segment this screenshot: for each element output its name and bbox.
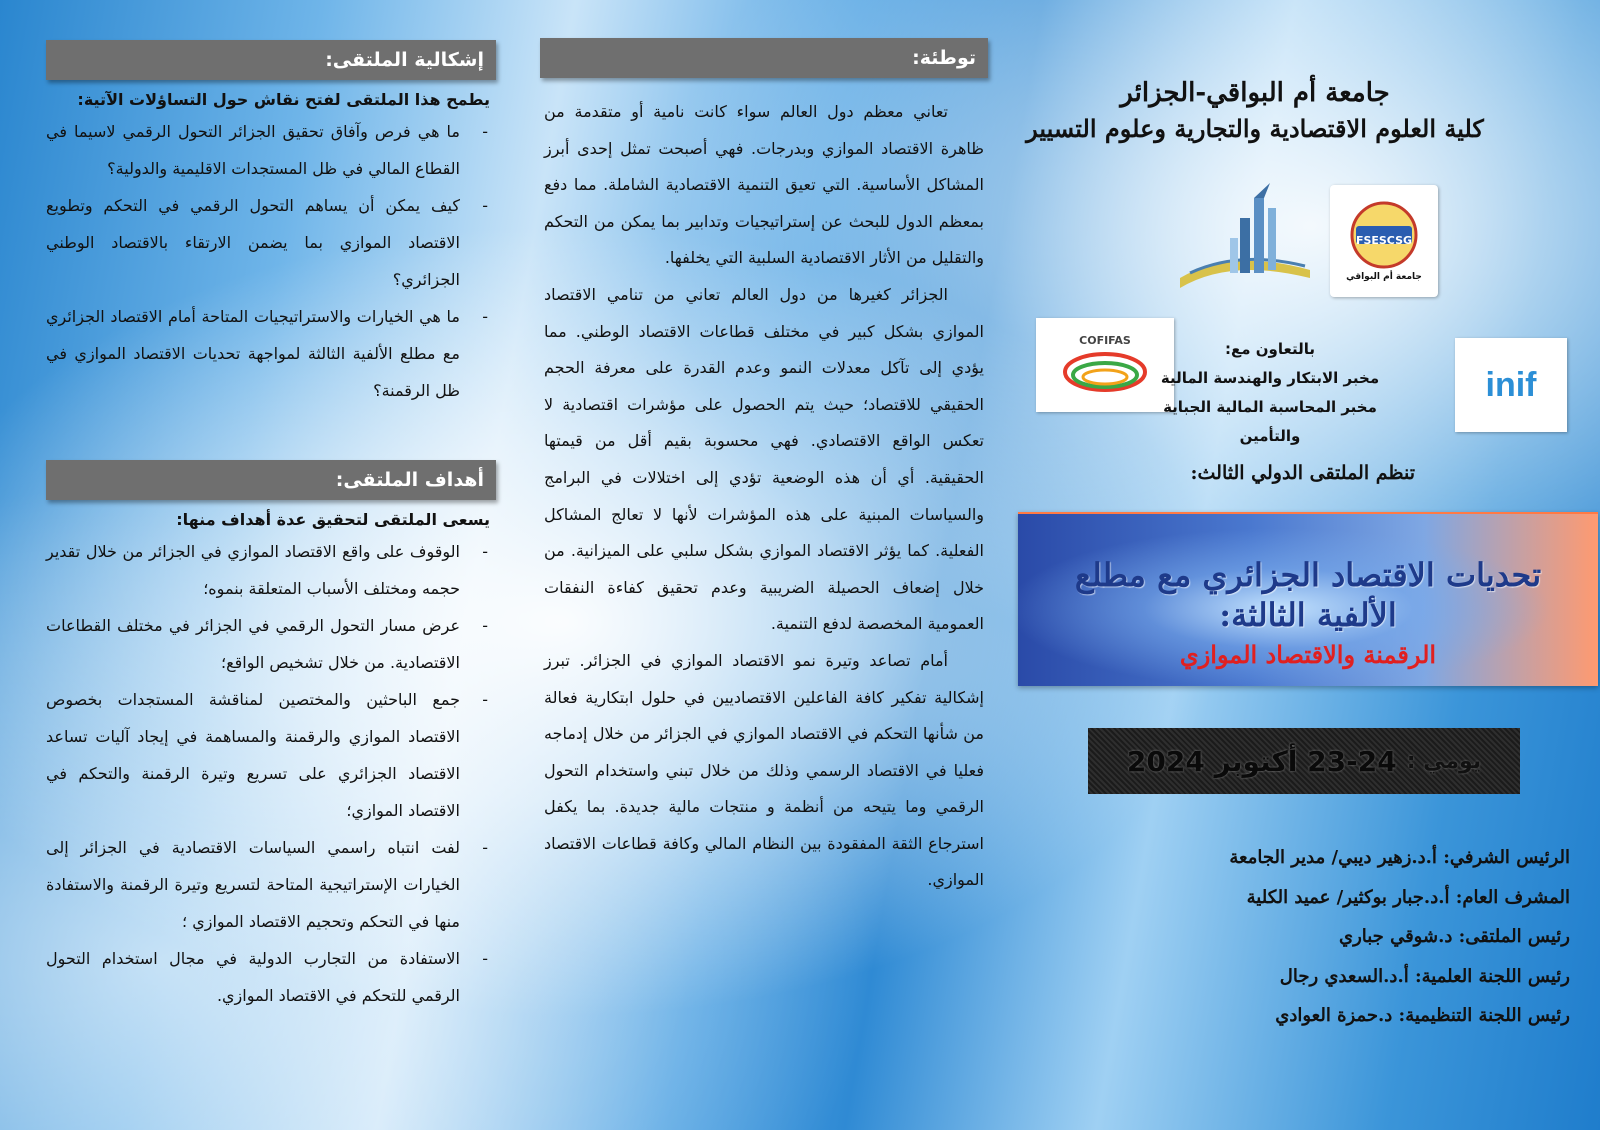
goal-item: - جمع الباحثين والمختصين لمناقشة المستجدات بخصوص الاقتصاد الموازي والرقمنة والمساهمة في إيجاد آليات تساعد الاقتصاد الجزائري على تسريع وتيرة الرقمنة والتحكم في الاقتصاد الموازي؛ bbox=[46, 681, 496, 829]
conference-subtitle: الرقمنة والاقتصاد الموازي bbox=[1179, 640, 1437, 669]
conference-title-banner bbox=[1018, 512, 1598, 686]
role-line: رئيس اللجنة العلمية: أ.د.السعدي رجال bbox=[1279, 965, 1570, 987]
role-line: رئيس اللجنة التنظيمية: د.حمزة العوادي bbox=[1275, 1005, 1570, 1026]
role-line: المشرف العام: أ.د.جبار بوكثير/ عميد الكلية bbox=[1246, 886, 1570, 908]
conference-date bbox=[1088, 728, 1520, 794]
university-header bbox=[995, 78, 1515, 143]
role-line: الرئيس الشرفي: أ.د.زهير ديبي/ مدير الجامعة bbox=[1229, 847, 1570, 868]
faculty-logo-text: FSESCSG bbox=[1355, 234, 1413, 247]
goals-header: أهداف الملتقى: bbox=[46, 460, 496, 500]
intro-paragraph: أمام تصاعد وتيرة نمو الاقتصاد الموازي في الجزائر. تبرز إشكالية تفكير كافة الفاعلين الاقتصاديين في حلول ابتكارية فعالة من شأنها التحكم في الاقتصاد الموازي في الجزائر من خلال إدماجه فعليا في الاقتصاد الرسمي وذلك من خلال تبني واستخدام التحول الرقمي وما يتيحه من أنظمة و منتجات مالية جديدة. بما يكفل استرجاع الثقة المفقودة بين النظام المالي وكافة قطاعات الاقتصاد الموازي. bbox=[544, 650, 984, 890]
problem-questions bbox=[46, 113, 496, 409]
university-logo-icon bbox=[1170, 178, 1320, 298]
question-item: - ما هي الخيارات والاستراتيجيات المتاحة أمام الاقتصاد الجزائري مع مطلع الألفية الثالثة لمواجهة تحديات الاقتصاد الموازي في ظل الرقمنة؟ bbox=[46, 298, 496, 409]
university-name: جامعة أم البواقي-الجزائر bbox=[1120, 78, 1390, 108]
committee-roles bbox=[1050, 838, 1570, 1036]
problem-section bbox=[46, 40, 496, 409]
intro-section bbox=[540, 38, 988, 899]
faculty-logo bbox=[1330, 185, 1438, 297]
goal-item: - لفت انتباه راسمي السياسات الاقتصادية في الجزائر إلى الخيارات الإستراتيجية المتاحة لتسريع وتيرة الرقمنة والاستفادة منها في التحكم وتحجيم الاقتصاد الموازي ؛ bbox=[46, 829, 496, 940]
goal-item: - الوقوف على واقع الاقتصاد الموازي في الجزائر من خلال تقدير حجمه ومختلف الأسباب المتعلقة بنموه؛ bbox=[46, 533, 496, 607]
intro-header: توطئة: bbox=[540, 38, 988, 78]
cofifas-swirl-icon bbox=[1060, 347, 1150, 397]
goal-item: - الاستفادة من التجارب الدولية في مجال استخدام التحول الرقمي للتحكم في الاقتصاد الموازي. bbox=[46, 940, 496, 1014]
date-prefix: يومي : bbox=[1406, 748, 1482, 774]
cofifas-logo-text: COFIFAS bbox=[1079, 333, 1131, 347]
collab-lab-2: مخبر المحاسبة المالية الجباية والتأمين bbox=[1163, 398, 1377, 445]
goal-item: - عرض مسار التحول الرقمي في الجزائر في مختلف القطاعات الاقتصادية. من خلال تشخيص الواقع؛ bbox=[46, 607, 496, 681]
goals-intro: يسعى الملتقى لتحقيق عدة أهداف منها: bbox=[176, 510, 490, 529]
collab-title: بالتعاون مع: bbox=[1225, 340, 1315, 358]
goals-list bbox=[46, 533, 496, 1014]
problem-header: إشكالية الملتقى: bbox=[46, 40, 496, 80]
organize-label: تنظم الملتقى الدولي الثالث: bbox=[1190, 462, 1415, 484]
faculty-name: كلية العلوم الاقتصادية والتجارية وعلوم التسيير bbox=[1026, 114, 1484, 143]
date-value: 23-24 أكتوبر 2024 bbox=[1126, 744, 1397, 778]
problem-intro: يطمح هذا الملتقى لفتح نقاش حول التساؤلات الآتية: bbox=[77, 90, 490, 109]
conference-title-line1: تحديات الاقتصاد الجزائري مع مطلع bbox=[1074, 556, 1542, 594]
faculty-logo-caption: جامعة أم البواقي bbox=[1346, 272, 1422, 282]
inif-logo-text: inif bbox=[1485, 365, 1537, 404]
collab-lab-1: مخبر الابتكار والهندسة المالية bbox=[1160, 369, 1380, 387]
conference-title-line2: الألفية الثالثة: bbox=[1219, 596, 1397, 634]
intro-paragraph: تعاني معظم دول العالم سواء كانت نامية أو متقدمة من ظاهرة الاقتصاد الموازي وبدرجات. فهي أصبحت تمثل إحدى أبرز المشاكل الأساسية. التي تعيق التنمية الاقتصادية الشاملة. مما دفع بمعظم الدول للبحث عن إستراتيجيات وتدابير بما يمكن من التحكم والتقليل من الأثار الاقتصادية السلبية التي يخلفها. bbox=[544, 102, 984, 268]
role-line: رئيس الملتقى: د.شوقي جباري bbox=[1338, 926, 1570, 947]
goals-section bbox=[46, 460, 496, 1014]
question-item: - كيف يمكن أن يساهم التحول الرقمي في التحكم وتطويع الاقتصاد الموازي بما يضمن الارتقاء بالاقتصاد الوطني الجزائري؟ bbox=[46, 187, 496, 298]
intro-paragraph: الجزائر كغيرها من دول العالم تعاني من تنامي الاقتصاد الموازي بشكل كبير في مختلف قطاعات الاقتصاد الوطني. مما يؤدي إلى تآكل معدلات النمو وعدم القدرة على معرفة الحجم الحقيقي للاقتصاد؛ حيث يتم الحصول على مؤشرات اقتصادية لا تعكس الواقع الاقتصادي. فهي محسوبة بقيم أقل من قيمتها الحقيقية. أي أن هذه الوضعية تؤدي إلى اختلالات في البرامج والسياسات المبنية على هذه المؤشرات لأنها لا تعالج المشاكل الفعلية. كما يؤثر الاقتصاد الموازي بشكل سلبي على الميزانية. من خلال إضعاف الحصيلة الضريبية وعدم تحقيق كفاءة النفقات العمومية المخصصة لدفع التنمية. bbox=[544, 284, 984, 634]
question-item: - ما هي فرص وآفاق تحقيق الجزائر التحول الرقمي لاسيما في القطاع المالي في ظل المستجدات الاقليمية والدولية؟ bbox=[46, 113, 496, 187]
collaboration-block bbox=[1140, 335, 1400, 451]
inif-logo bbox=[1455, 338, 1567, 432]
